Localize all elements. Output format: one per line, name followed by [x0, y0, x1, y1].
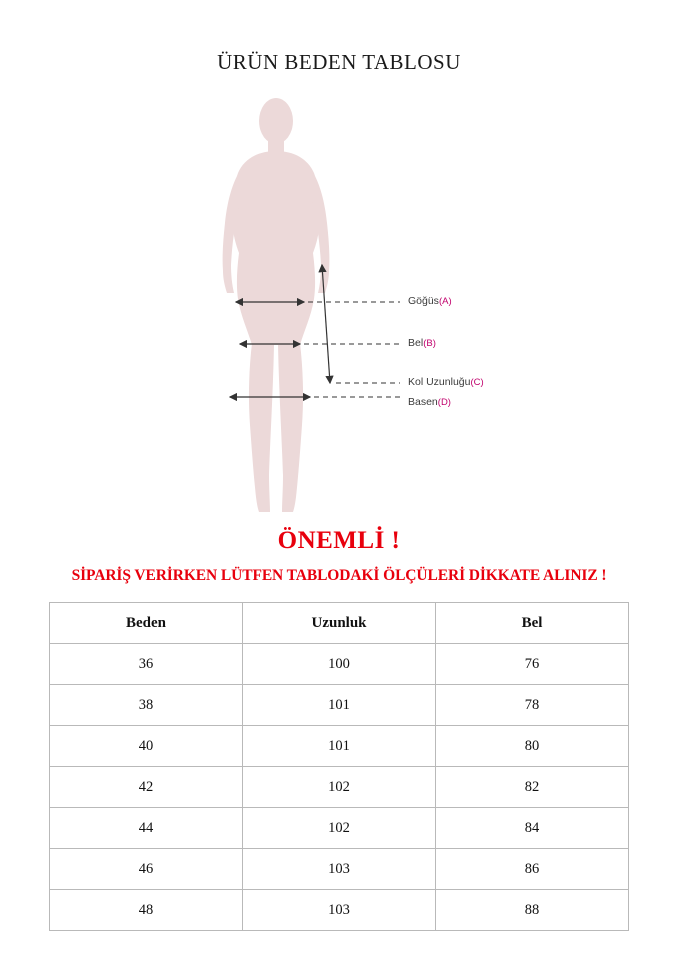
page-title: ÜRÜN BEDEN TABLOSU: [217, 50, 461, 74]
table-row: [50, 726, 629, 767]
column-header-beden: Beden: [50, 603, 243, 644]
cell-uzunluk: 100: [243, 644, 436, 685]
measurement-arrows: [0, 93, 678, 513]
column-header-uzunluk: Uzunluk: [243, 603, 436, 644]
notice-subtext: SİPARİŞ VERİRKEN LÜTFEN TABLODAKİ ÖLÇÜLERİ DİKKATE ALINIZ !: [71, 567, 607, 584]
cell-beden: 38: [50, 685, 243, 726]
cell-uzunluk: 101: [243, 726, 436, 767]
cell-uzunluk: 102: [243, 808, 436, 849]
table-row: [50, 767, 629, 808]
cell-bel: 82: [436, 767, 629, 808]
cell-beden: 48: [50, 890, 243, 931]
cell-beden: 46: [50, 849, 243, 890]
cell-bel: 76: [436, 644, 629, 685]
cell-beden: 36: [50, 644, 243, 685]
measurement-diagram: [0, 93, 678, 513]
cell-bel: 88: [436, 890, 629, 931]
cell-bel: 80: [436, 726, 629, 767]
cell-bel: 84: [436, 808, 629, 849]
cell-uzunluk: 102: [243, 767, 436, 808]
label-sleeve-length-tag: (C): [470, 377, 484, 388]
cell-uzunluk: 103: [243, 890, 436, 931]
label-waist: Bel(B): [408, 337, 436, 349]
table-row: [50, 890, 629, 931]
size-table-wrapper: [49, 602, 629, 931]
table-row: [50, 644, 629, 685]
label-bust: Göğüs(A): [408, 295, 452, 307]
notice-heading: ÖNEMLİ !: [277, 527, 401, 554]
column-header-bel: Bel: [436, 603, 629, 644]
label-sleeve-length: Kol Uzunluğu(C): [408, 376, 484, 388]
label-hip: Basen(D): [408, 396, 451, 408]
label-waist-tag: (B): [423, 338, 436, 349]
cell-uzunluk: 103: [243, 849, 436, 890]
table-row: [50, 808, 629, 849]
table-row: [50, 849, 629, 890]
important-notice: [0, 527, 678, 585]
cell-uzunluk: 101: [243, 685, 436, 726]
cell-bel: 86: [436, 849, 629, 890]
label-hip-tag: (D): [437, 397, 451, 408]
label-bust-tag: (A): [438, 296, 452, 307]
cell-bel: 78: [436, 685, 629, 726]
cell-beden: 42: [50, 767, 243, 808]
size-table: [49, 602, 629, 931]
cell-beden: 40: [50, 726, 243, 767]
cell-beden: 44: [50, 808, 243, 849]
table-row: [50, 685, 629, 726]
table-header-row: [50, 603, 629, 644]
